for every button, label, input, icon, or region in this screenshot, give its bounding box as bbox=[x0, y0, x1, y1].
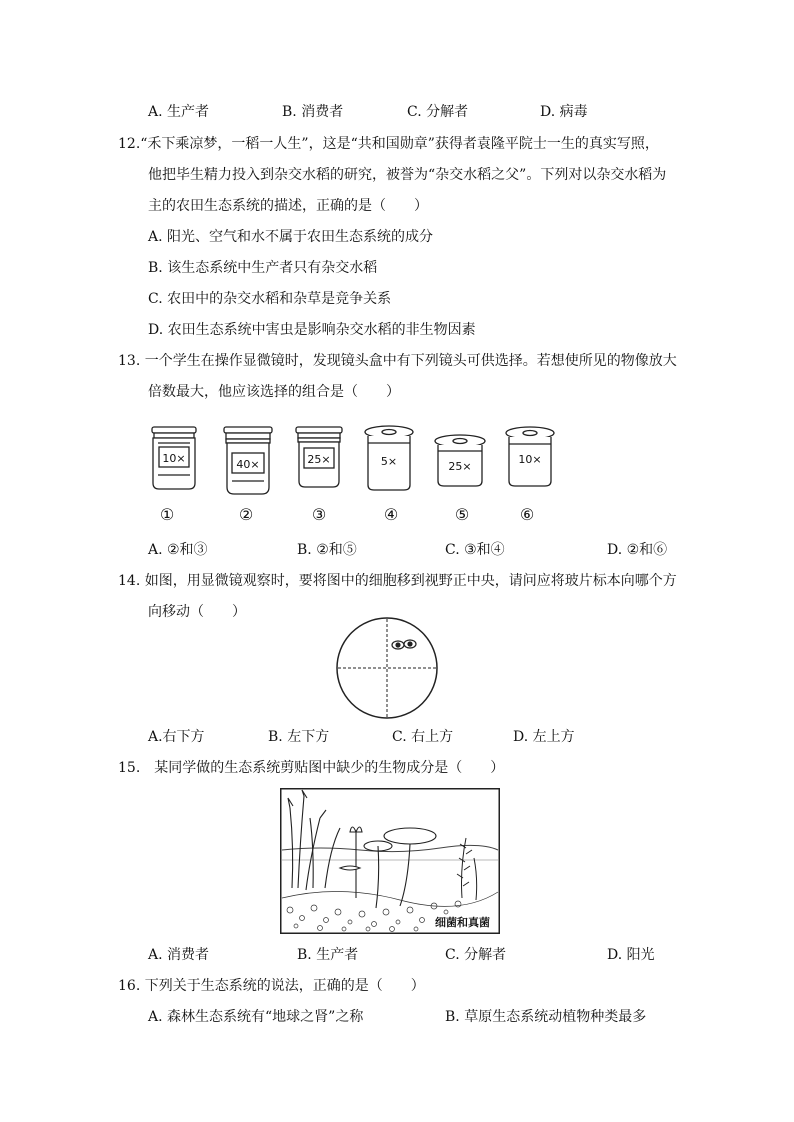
q14-option-d: D. 左上方 bbox=[513, 729, 575, 745]
q13-option-d: D. ②和⑥ bbox=[607, 542, 668, 558]
bacteria-fungi-label: 细菌和真菌 bbox=[435, 916, 490, 929]
q15-option-b: B. 生产者 bbox=[297, 947, 359, 963]
lens-5-number: ⑤ bbox=[454, 505, 470, 524]
q13-option-c: C. ③和④ bbox=[445, 542, 505, 558]
q12-line-1: 12.“禾下乘凉梦，一稻一人生”，这是“共和国勋章”获得者袁隆平院士一生的真实写照， bbox=[118, 136, 659, 152]
lens-2 bbox=[224, 427, 272, 494]
q12-option-d: D. 农田生态系统中害虫是影响杂交水稻的非生物因素 bbox=[148, 322, 476, 338]
q16-option-a: A. 森林生态系统有“地球之肾”之称 bbox=[148, 1009, 364, 1025]
q11-option-b: B. 消费者 bbox=[282, 104, 344, 120]
microscope-field bbox=[334, 615, 444, 725]
lens-5-label: 25× bbox=[448, 460, 472, 473]
lens-3-label: 25× bbox=[307, 453, 331, 466]
lens-2-number: ② bbox=[238, 505, 254, 524]
q14-option-c: C. 右上方 bbox=[392, 729, 454, 745]
q13-line-1: 13. 一个学生在操作显微镜时，发现镜头盒中有下列镜头可供选择。若想使所见的物像放大 bbox=[118, 353, 677, 369]
lens-2-label: 40× bbox=[236, 458, 260, 471]
q15-option-a: A. 消费者 bbox=[148, 947, 210, 963]
lens-5 bbox=[435, 435, 485, 486]
q14-line-1: 14. 如图，用显微镜观察时，要将图中的细胞移到视野正中央，请问应将玻片标本向哪个方 bbox=[118, 573, 677, 589]
lens-6-number: ⑥ bbox=[519, 505, 535, 524]
lens-4 bbox=[365, 426, 413, 490]
ecosystem-collage bbox=[280, 788, 500, 934]
q15-line-1: 15. 某同学做的生态系统剪贴图中缺少的生物成分是（ ） bbox=[118, 760, 505, 776]
q16-option-b: B. 草原生态系统动植物种类最多 bbox=[445, 1009, 647, 1025]
q14-option-b: B. 左下方 bbox=[268, 729, 330, 745]
q13-line-2: 倍数最大，他应该选择的组合是（ ） bbox=[148, 384, 400, 400]
lens-3-number: ③ bbox=[311, 505, 327, 524]
lens-6 bbox=[506, 427, 554, 486]
q12-line-2: 他把毕生精力投入到杂交水稻的研究，被誉为“杂交水稻之父”。下列对以杂交水稻为 bbox=[148, 167, 667, 183]
q12-line-3: 主的农田生态系统的描述，正确的是（ ） bbox=[148, 198, 428, 214]
q16-line-1: 16. 下列关于生态系统的说法，正确的是（ ） bbox=[118, 978, 425, 994]
q11-option-d: D. 病毒 bbox=[540, 104, 588, 120]
q12-option-c: C. 农田中的杂交水稻和杂草是竞争关系 bbox=[148, 291, 392, 307]
lens-4-label: 5× bbox=[380, 455, 398, 468]
lens-1 bbox=[152, 427, 196, 489]
q12-option-a: A. 阳光、空气和水不属于农田生态系统的成分 bbox=[148, 229, 434, 245]
q14-option-a: A.右下方 bbox=[148, 729, 205, 745]
q11-option-c: C. 分解者 bbox=[407, 104, 469, 120]
q11-option-a: A. 生产者 bbox=[148, 104, 210, 120]
q13-option-b: B. ②和⑤ bbox=[297, 542, 357, 558]
q15-option-d: D. 阳光 bbox=[607, 947, 655, 963]
lens-1-label: 10× bbox=[162, 452, 186, 465]
q12-option-b: B. 该生态系统中生产者只有杂交水稻 bbox=[148, 260, 378, 276]
lens-6-label: 10× bbox=[518, 453, 542, 466]
lens-1-number: ① bbox=[159, 505, 175, 524]
lens-3 bbox=[296, 427, 342, 487]
lens-figure bbox=[0, 415, 794, 535]
q13-option-a: A. ②和③ bbox=[148, 542, 208, 558]
lens-4-number: ④ bbox=[383, 505, 399, 524]
q14-line-2: 向移动（ ） bbox=[148, 604, 246, 620]
q15-option-c: C. 分解者 bbox=[445, 947, 507, 963]
